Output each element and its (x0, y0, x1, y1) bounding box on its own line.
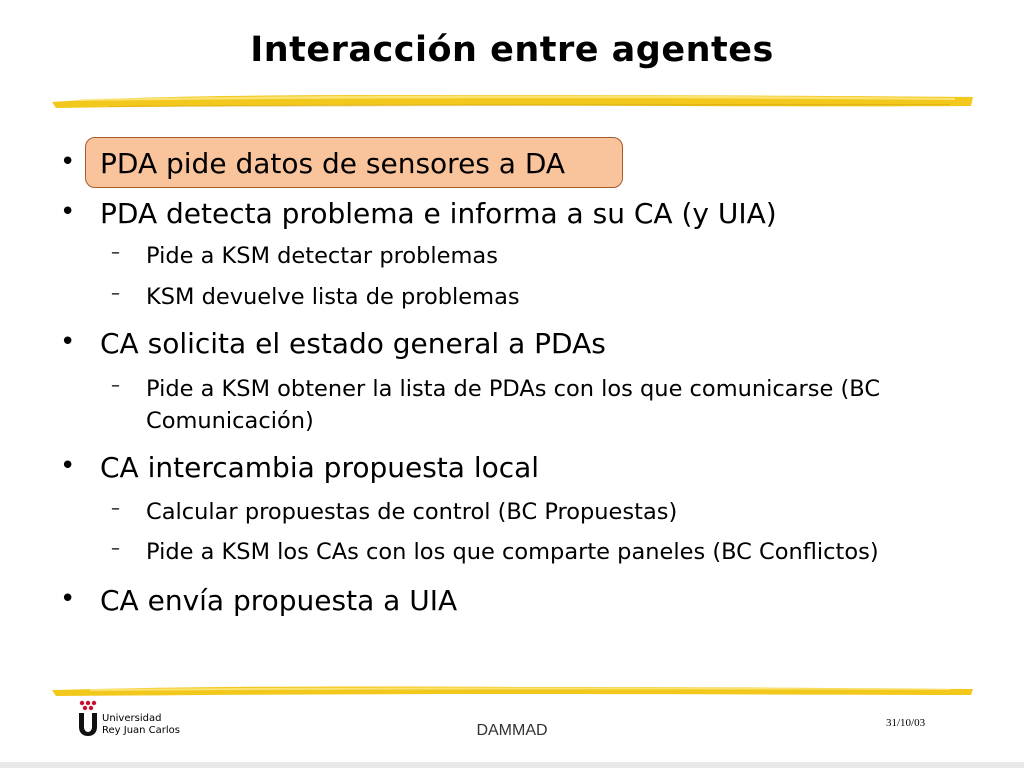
sub-bullet-text: Comunicación) (146, 408, 314, 434)
logo-line-2: Rey Juan Carlos (102, 725, 181, 736)
sub-bullet-text: Pide a KSM detectar problemas (146, 243, 498, 269)
dash-marker: – (111, 538, 120, 559)
bullet-text: CA solicita el estado general a PDAs (100, 327, 606, 360)
sub-bullet-item (111, 538, 879, 565)
sub-bullet-item (111, 283, 520, 310)
bullet-item (60, 584, 458, 617)
bullet-item (60, 327, 606, 360)
title-underline-brushstroke (50, 86, 975, 114)
sub-bullet-text: Calcular propuestas de control (BC Propuestas) (146, 499, 678, 525)
bullet-text: PDA pide datos de sensores a DA (100, 147, 566, 180)
bullet-marker: • (60, 451, 76, 481)
dash-marker: – (111, 498, 120, 519)
bullet-marker: • (60, 147, 76, 177)
dash-marker: – (111, 375, 120, 396)
sub-bullet-continuation (146, 408, 314, 434)
footer-label: DAMMAD (476, 722, 548, 739)
bullet-marker: • (60, 584, 76, 614)
slide-title: Interacción entre agentes (250, 30, 774, 70)
footer-date: 31/10/03 (886, 717, 926, 729)
bullet-marker: • (60, 327, 76, 357)
bullet-text: PDA detecta problema e informa a su CA (y UIA) (100, 197, 777, 230)
dash-marker: – (111, 283, 120, 304)
bullet-text: CA intercambia propuesta local (100, 451, 540, 484)
dash-marker: – (111, 242, 120, 263)
sub-bullet-text: KSM devuelve lista de problemas (146, 284, 520, 310)
bullet-item (60, 147, 566, 180)
bullet-item (60, 197, 777, 230)
footer-brushstroke (50, 680, 975, 700)
bullet-item (60, 451, 540, 484)
bullet-marker: • (60, 197, 76, 227)
sub-bullet-text: Pide a KSM los CAs con los que comparte paneles (BC Conflictos) (146, 539, 879, 565)
bottom-border (0, 762, 1024, 768)
sub-bullet-item (111, 375, 881, 402)
logo-line-1: Universidad (102, 713, 162, 724)
bullet-text: CA envía propuesta a UIA (100, 584, 458, 617)
sub-bullet-text: Pide a KSM obtener la lista de PDAs con los que comunicarse (BC (146, 376, 881, 402)
sub-bullet-item (111, 498, 678, 525)
sub-bullet-item (111, 242, 498, 269)
